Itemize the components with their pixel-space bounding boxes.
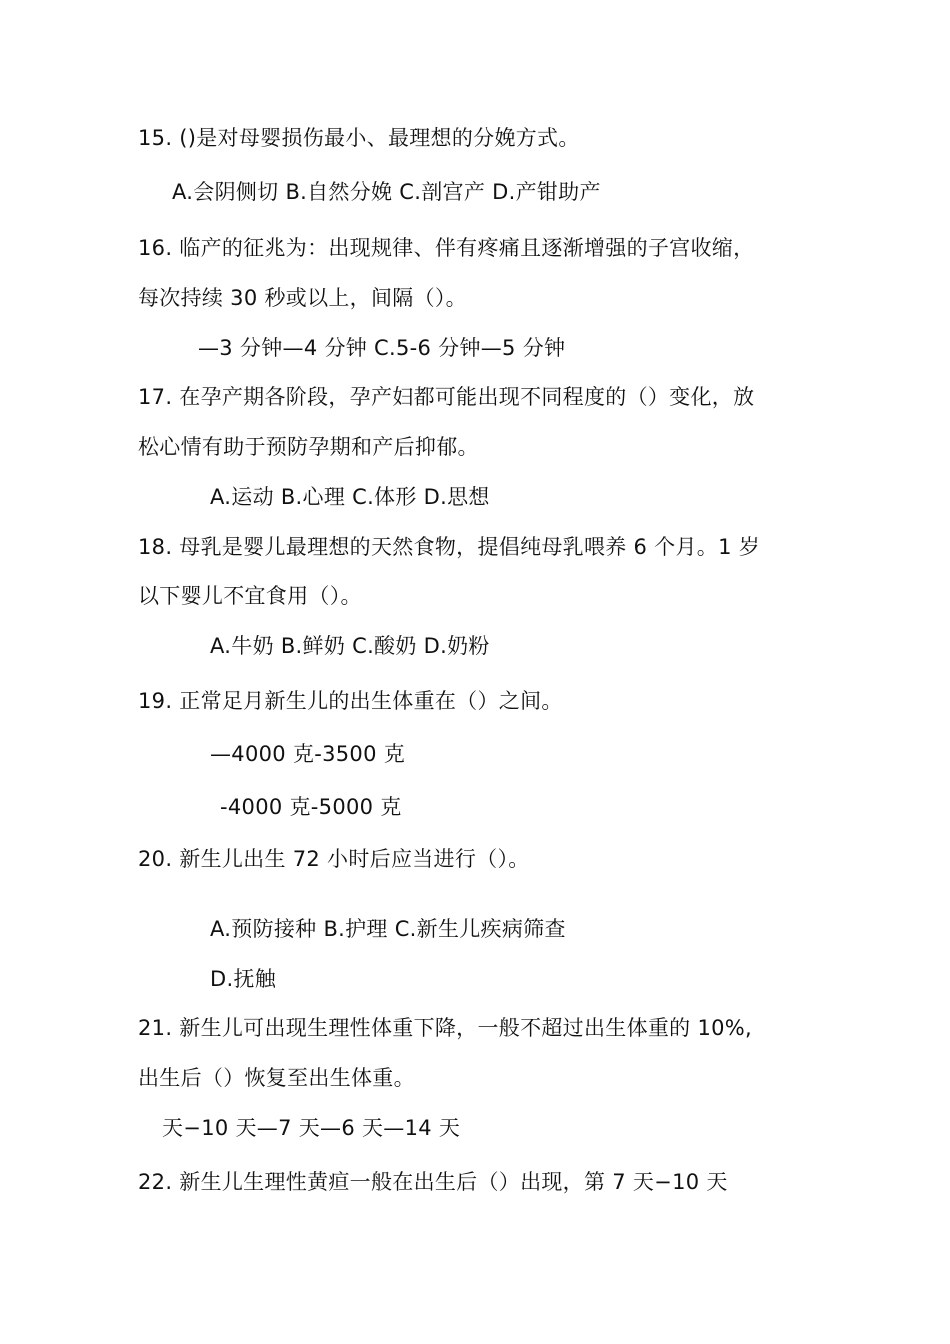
question-20-options-line-2: D.抚触 <box>210 967 277 991</box>
question-16-stem-continued: 每次持续 30 秒或以上，间隔（）。 <box>138 286 467 310</box>
question-16-options: —3 分钟—4 分钟 C.5-6 分钟—5 分钟 <box>198 336 566 360</box>
question-19-options-line-2: -4000 克-5000 克 <box>220 795 402 819</box>
question-21-stem: 21. 新生儿可出现生理性体重下降，一般不超过出生体重的 10%, <box>138 1016 752 1040</box>
question-18-stem-continued: 以下婴儿不宜食用（）。 <box>138 584 362 608</box>
question-17-stem: 17. 在孕产期各阶段，孕产妇都可能出现不同程度的（）变化，放 <box>138 385 755 409</box>
question-21-options: 天−10 天—7 天—6 天—14 天 <box>162 1116 461 1140</box>
question-18-options: A.牛奶 B.鲜奶 C.酸奶 D.奶粉 <box>210 634 490 658</box>
question-21-stem-continued: 出生后（）恢复至出生体重。 <box>138 1066 415 1090</box>
question-19-stem: 19. 正常足月新生儿的出生体重在（）之间。 <box>138 689 563 713</box>
question-15-stem: 15. ()是对母婴损伤最小、最理想的分娩方式。 <box>138 126 580 150</box>
question-15-options: A.会阴侧切 B.自然分娩 C.剖宫产 D.产钳助产 <box>172 180 601 204</box>
question-17-options: A.运动 B.心理 C.体形 D.思想 <box>210 485 490 509</box>
question-20-options-line-1: A.预防接种 B.护理 C.新生儿疾病筛查 <box>210 917 566 941</box>
question-19-options-line-1: —4000 克-3500 克 <box>210 742 406 766</box>
question-16-stem: 16. 临产的征兆为：出现规律、伴有疼痛且逐渐增强的子宫收缩， <box>138 236 755 260</box>
question-22-stem: 22. 新生儿生理性黄疸一般在出生后（）出现，第 7 天−10 天 <box>138 1170 728 1194</box>
question-18-stem: 18. 母乳是婴儿最理想的天然食物，提倡纯母乳喂养 6 个月。1 岁 <box>138 535 761 559</box>
question-20-stem: 20. 新生儿出生 72 小时后应当进行（）。 <box>138 847 530 871</box>
question-17-stem-continued: 松心情有助于预防孕期和产后抑郁。 <box>138 435 479 459</box>
